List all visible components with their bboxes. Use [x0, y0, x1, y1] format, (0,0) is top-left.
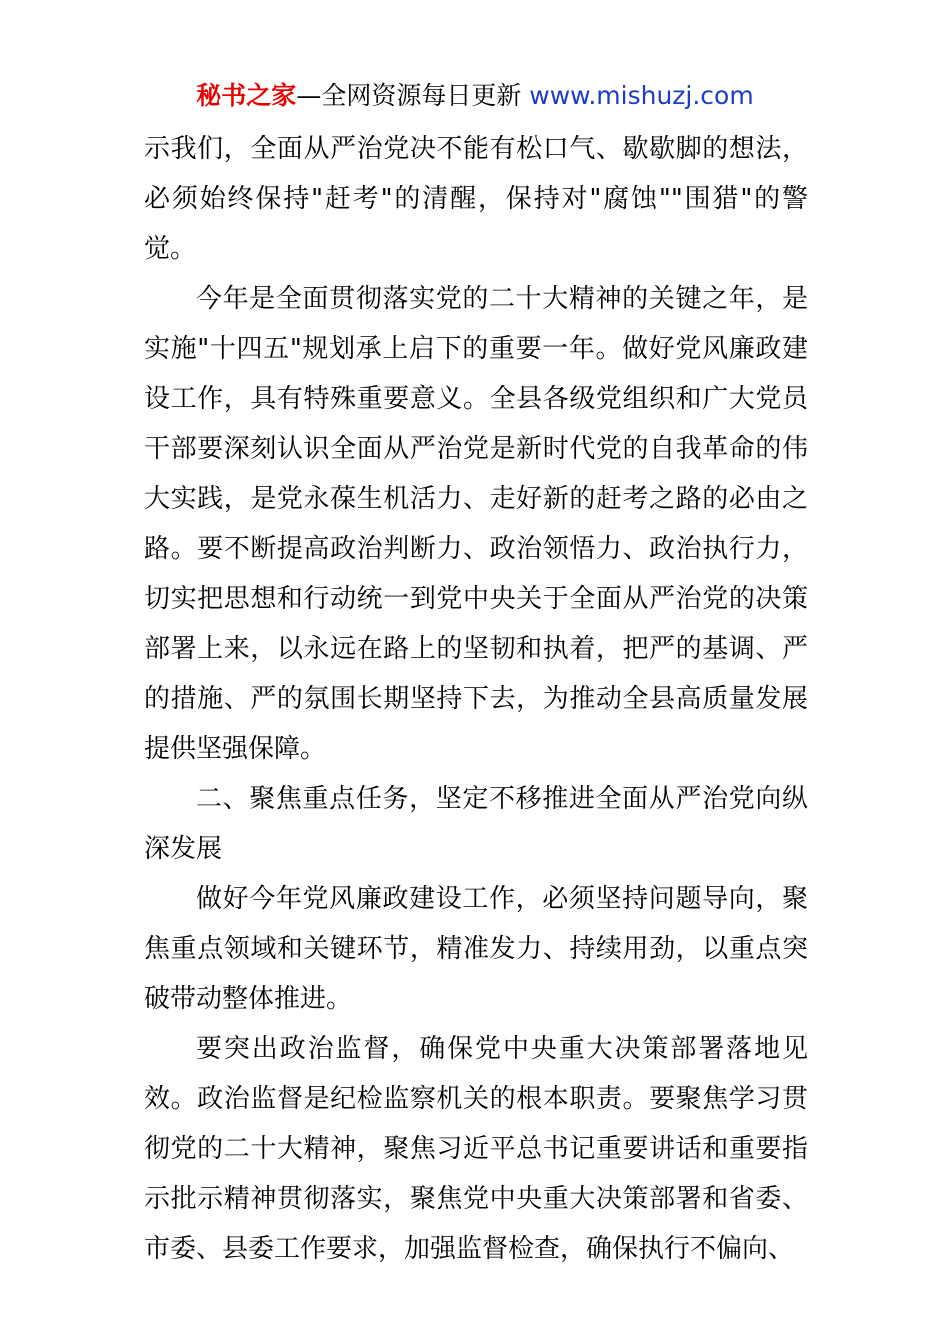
paragraph-continuation: 示我们，全面从严治党决不能有松口气、歇歇脚的想法，必须始终保持"赶考"的清醒，保持对"腐蚀""围猎"的警觉。 [144, 134, 808, 264]
site-brand: 秘书之家 [196, 81, 297, 110]
site-url-link[interactable]: www.mishuzj.com [529, 81, 754, 110]
paragraph: 做好今年党风廉政建设工作，必须坚持问题导向，聚焦重点领域和关键环节，精准发力、持续用劲，以重点突破带动整体推进。 [144, 884, 808, 1014]
paragraph: 今年是全面贯彻落实党的二十大精神的关键之年，是实施"十四五"规划承上启下的重要一年。做好党风廉政建设工作，具有特殊重要意义。全县各级党组织和广大党员干部要深刻认识全面从严治党是新时代党的自我革命的伟大实践，是党永葆生机活力、走好新的赶考之路的必由之路。要不断提高政治判断力、政治领悟力、政治执行力，切实把思想和行动统一到党中央关于全面从严治党的决策部署上来，以永远在路上的坚韧和执着，把严的基调、严的措施、严的氛围长期坚持下去，为推动全县高质量发展提供坚强保障。 [144, 284, 808, 764]
paragraph: 要突出政治监督，确保党中央重大决策部署落地见效。政治监督是纪检监察机关的根本职责。要聚焦学习贯彻党的二十大精神，聚焦习近平总书记重要讲话和重要指示批示精神贯彻落实，聚焦党中央重大决策部署和省委、市委、县委工作要求，加强监督检查，确保执行不偏向、 [144, 1034, 808, 1264]
site-tagline: —全网资源每日更新 [296, 81, 522, 110]
site-header [0, 78, 950, 114]
document-body [144, 124, 808, 1274]
section-heading: 二、聚焦重点任务，坚定不移推进全面从严治党向纵深发展 [144, 784, 808, 864]
